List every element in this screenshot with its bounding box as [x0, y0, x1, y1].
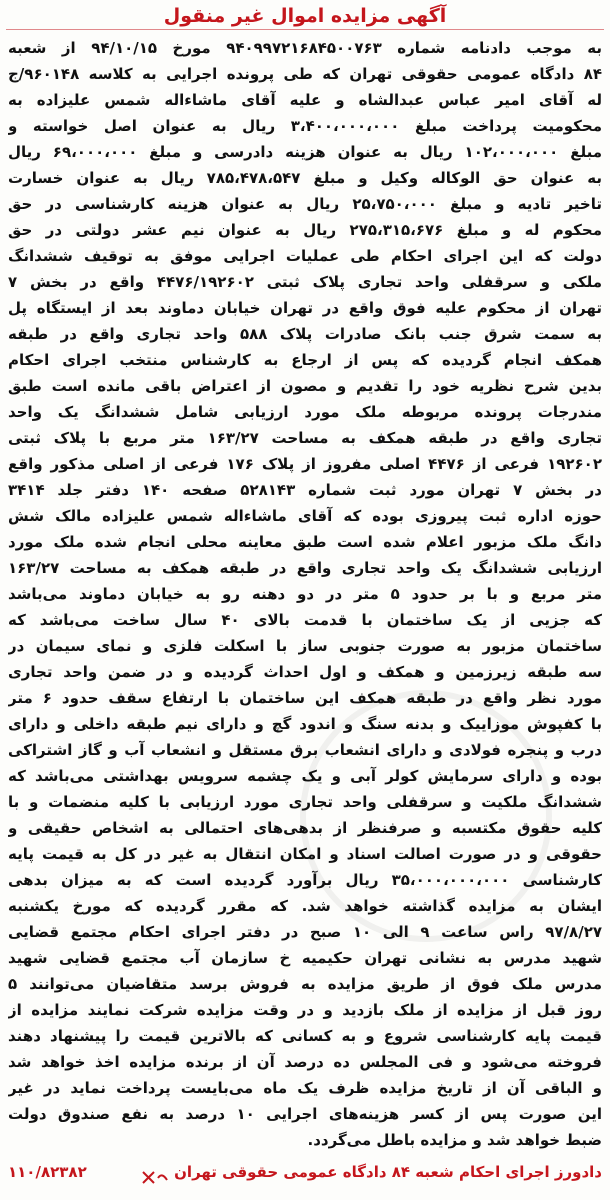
notice-footer	[8, 1158, 602, 1186]
notice-line: کلیه حقوق مکتسبه و صرفنظر از بدهی‌های احتمالی به اشخاص حقیقی و	[8, 819, 602, 837]
notice-line: حوزه اداره ثبت پیروزی بوده که آقای ماشاءاله شمس علیزاده مالک شش	[8, 507, 602, 525]
notice-line: به سمت شرق جنب بانک صادرات پلاک ۵۸۸ واحد تجاری واقع در طبقه	[8, 325, 602, 343]
notice-line: بدین شرح نظریه خود را تقدیم و مصون از اعتراض باقی مانده است طبق	[8, 377, 602, 395]
notice-line: روز قبل از مزایده از ملک بازدید و در وقت مزایده شرکت نمایند مزایده از	[8, 1001, 602, 1019]
notice-line: با کفپوش موزاییک و بدنه سنگ و اندود گچ و دارای نیم طبقه داخلی و دارای	[8, 715, 602, 733]
notice-line: ارزیابی ششدانگ یک واحد تجاری واقع در طبقه همکف به مساحت ۱۶۳/۲۷	[8, 559, 602, 577]
reference-code: ۱۱۰/۸۲۳۸۲	[8, 1163, 87, 1181]
notice-line: که جزیی از یک ساختمان با قدمت بالای ۴۰ سال ساخت می‌باشد که	[8, 611, 602, 629]
notice-line: کارشناسی ۳۵،۰۰۰،۰۰۰،۰۰۰ ریال برآورد گردیده است که به میزان بدهی	[8, 871, 602, 889]
notice-line: تجاری واقع در طبقه همکف به مساحت ۱۶۳/۲۷ متر مربع با پلاک ثبتی	[8, 429, 602, 447]
handwritten-mark	[140, 1168, 170, 1188]
notice-line: ملکی و سرقفلی واحد تجاری پلاک ثبتی ۴۴۷۶/۱۹۲۶۰۲ واقع در بخش ۷	[8, 273, 602, 291]
notice-line: ساختمان مزبور به صورت جنوبی ساز با اسکلت فلزی و نمای سیمان در	[8, 637, 602, 655]
notice-line: و الباقی آن از تاریخ مزایده ظرف یک ماه می‌بایست پرداخت نماید در غیر	[8, 1079, 602, 1097]
notice-line: به موجب دادنامه شماره ۹۴۰۹۹۷۲۱۶۸۴۵۰۰۷۶۳ مورخ ۹۴/۱۰/۱۵ از شعبه	[8, 39, 602, 57]
notice-line: محکوم له و مبلغ ۲۷۵،۳۱۵،۶۷۶ ریال به عنوان نیم عشر دولتی در حق	[8, 221, 602, 239]
notice-line: ایشان به مزایده گذاشته خواهد شد. که مقرر گردیده که مورخ یکشنبه	[8, 897, 602, 915]
notice-line: به عنوان حق الوکاله وکیل و مبلغ ۷۸۵،۴۷۸،۵۴۷ ریال به عنوان خسارت	[8, 169, 602, 187]
notice-line: محکومیت پرداخت مبلغ ۳،۴۰۰،۰۰۰،۰۰۰ ریال به عنوان اصل خواسته و	[8, 117, 602, 135]
notice-line: شهید مدرس به نشانی تهران حکیمیه خ سازمان آب مجتمع قضایی شهید	[8, 949, 602, 967]
notice-line: حقوقی و در صورت اصالت اسناد و امکان انتقال به غیر در کل به قیمت پایه	[8, 845, 602, 863]
notice-line: سه طبقه زیرزمین و همکف و اول احداث گردیده و در ضمن واحد تجاری	[8, 663, 602, 681]
notice-line: مندرجات پرونده مربوطه ملک مورد ارزیابی شامل ششدانگ یک واحد	[8, 403, 602, 421]
notice-line: این صورت پس از کسر هزینه‌های اجرایی ۱۰ درصد به نفع صندوق دولت	[8, 1105, 602, 1123]
notice-line: همکف انجام گردیده که پس از ارجاع به کارشناس منتخب اجرای احکام	[8, 351, 602, 369]
notice-line: ۸۴ دادگاه عمومی حقوقی تهران که طی پرونده اجرایی به کلاسه ۹۶۰۱۴۸/ج	[8, 65, 602, 83]
notice-line: تهران از محکوم علیه فوق واقع در تهران خیابان دماوند بعد از ایستگاه پل	[8, 299, 602, 317]
notice-line: فروخته می‌شود و فی المجلس ده درصد آن از برنده مزایده اخذ خواهد شد	[8, 1053, 602, 1071]
notice-line: مورد نظر واقع در طبقه همکف این ساختمان با ارتفاع سقف حدود ۶ متر	[8, 689, 602, 707]
notice-line: قیمت پایه کارشناسی شروع و به کسانی که بالاترین قیمت را پیشنهاد دهند	[8, 1027, 602, 1045]
notice-line: در بخش ۷ تهران مورد ثبت شماره ۵۲۸۱۴۳ صفحه ۱۴۰ دفتر جلد ۳۴۱۴	[8, 481, 602, 499]
notice-line: دولت که این اجرای احکام طی عملیات اجرایی موفق به توقیف ششدانگ	[8, 247, 602, 265]
signature-line: دادورز اجرای احکام شعبه ۸۴ دادگاه عمومی حقوقی تهران	[174, 1163, 602, 1181]
notice-line: درب و پنجره فولادی و دارای انشعاب برق مستقل و انشعاب آب و گاز اشتراکی	[8, 741, 602, 759]
notice-line: ۹۷/۸/۲۷ راس ساعت ۹ الی ۱۰ صبح در دفتر اجرای احکام مجتمع قضایی	[8, 923, 602, 941]
title-divider	[6, 29, 604, 30]
notice-line: ضبط خواهد شد و مزایده باطل می‌گردد.	[307, 1131, 602, 1149]
notice-line: مبلغ ۱۰۲،۰۰۰،۰۰۰ ریال به عنوان هزینه دادرسی و مبلغ ۶۹،۰۰۰،۰۰۰ ریال	[8, 143, 602, 161]
notice-line: بوده و دارای سرمایش کولر آبی و یک چشمه سرویس بهداشتی می‌باشد که	[8, 767, 602, 785]
notice-line: متر مربع و با بر حدود ۵ متر در دو دهنه رو به خیابان دماوند می‌باشد	[8, 585, 602, 603]
notice-line: ششدانگ ملکیت و سرقفلی واحد تجاری مورد ارزیابی با کلیه منضمات و با	[8, 793, 602, 811]
notice-body	[0, 35, 610, 1153]
notice-title: آگهی مزایده اموال غیر منقول	[163, 5, 447, 27]
notice-line: ۱۹۲۶۰۲ فرعی از ۴۴۷۶ اصلی مفروز از پلاک ۱۷۶ فرعی از اصلی مذکور واقع	[8, 455, 602, 473]
notice-line: دانگ ملک مزبور اعلام شده است طبق معاینه محلی انجام شده ملک مورد	[8, 533, 602, 551]
notice-line: تاخیر تادیه و مبلغ ۲۵،۷۵۰،۰۰۰ ریال به عنوان هزینه کارشناسی در حق	[8, 195, 602, 213]
notice-line: مدرس ملک فوق از طریق مزایده به فروش برسد متقاضیان می‌توانند ۵	[8, 975, 602, 993]
notice-line: له آقای امیر عباس عبدالشاه و علیه آقای ماشاءاله شمس علیزاده به	[8, 91, 602, 109]
